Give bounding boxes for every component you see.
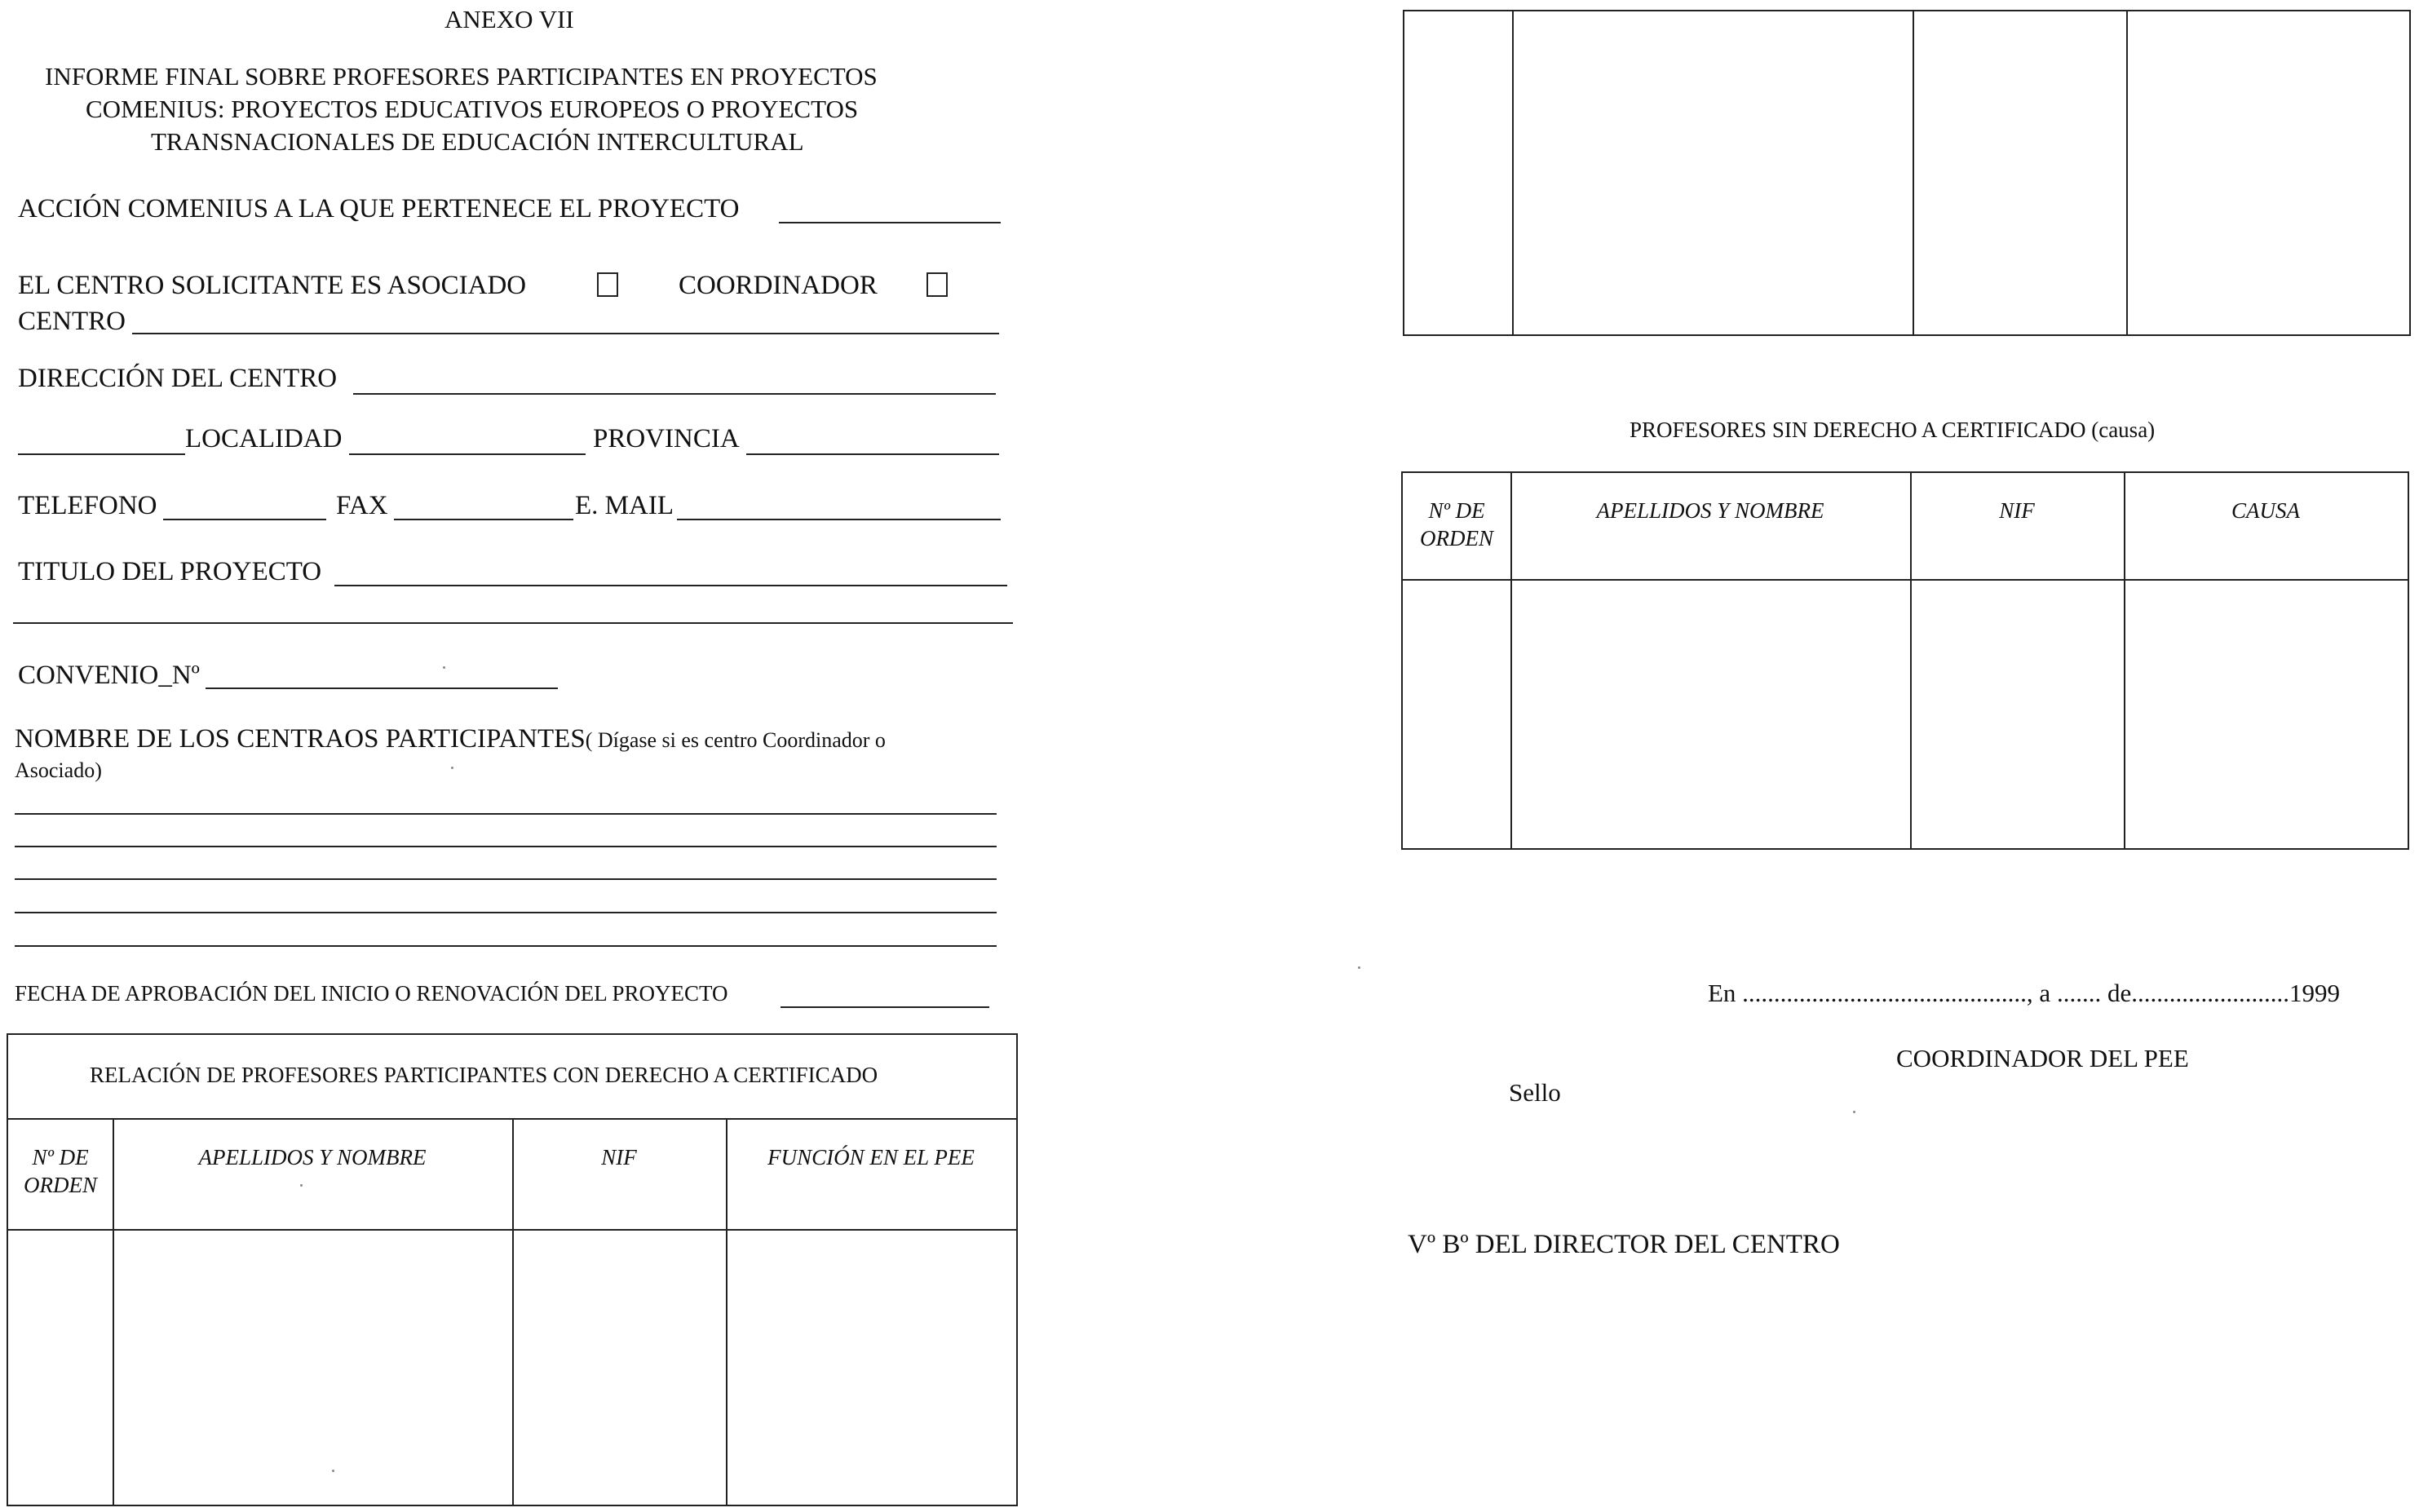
- localidad-prefix-line[interactable]: [18, 453, 185, 455]
- speck: [443, 666, 445, 669]
- stamp-label: Sello: [1509, 1078, 1561, 1107]
- col-header-funcion: FUNCIÓN EN EL PEE: [767, 1145, 975, 1169]
- fecha-label: FECHA DE APROBACIÓN DEL INICIO O RENOVACIÓN DEL PROYECTO: [15, 981, 728, 1006]
- nombre-centros-note: ( Dígase si es centro Coordinador o: [585, 728, 886, 752]
- titulo-input-line-2[interactable]: [13, 622, 1013, 624]
- col-header-causa: CAUSA: [2231, 498, 2300, 523]
- titulo-label: TITULO DEL PROYECTO: [18, 557, 322, 586]
- centros-input-line-5[interactable]: [15, 945, 997, 947]
- col-header-orden: [8, 1144, 113, 1200]
- coordinator-label: COORDINADOR DEL PEE: [1896, 1044, 2189, 1072]
- col-divider: [1913, 11, 1914, 334]
- col-header-orden-line2: ORDEN: [24, 1172, 97, 1197]
- localidad-input-line[interactable]: [349, 453, 586, 455]
- convenio-label: CONVENIO_Nº: [18, 661, 200, 690]
- speck: [1358, 966, 1360, 969]
- centros-input-line-2[interactable]: [15, 846, 997, 847]
- asociado-checkbox[interactable]: [597, 272, 618, 297]
- col-header-nif: NIF: [601, 1145, 637, 1169]
- title-line-1: INFORME FINAL SOBRE PROFESORES PARTICIPANTES EN PROYECTOS: [45, 62, 878, 91]
- centro-solicitante-label: EL CENTRO SOLICITANTE ES ASOCIADO: [18, 271, 527, 300]
- fax-label: FAX: [336, 491, 388, 520]
- telefono-label: TELEFONO: [18, 491, 157, 520]
- col-header-orden-line1: Nº DE: [1428, 498, 1485, 523]
- centros-input-line-3[interactable]: [15, 878, 997, 880]
- speck: [451, 767, 453, 769]
- col-header-nombre: APELLIDOS Y NOMBRE: [198, 1145, 427, 1169]
- localidad-label: LOCALIDAD: [185, 424, 343, 453]
- col-divider: [113, 1118, 114, 1505]
- provincia-label: PROVINCIA: [593, 424, 740, 453]
- titulo-input-line[interactable]: [334, 585, 1007, 586]
- table-without-certificate: [1401, 471, 2409, 850]
- table-with-certificate: [7, 1033, 1018, 1506]
- speck: [1853, 1111, 1855, 1113]
- centros-input-line-4[interactable]: [15, 912, 997, 913]
- provincia-input-line[interactable]: [746, 453, 999, 455]
- centro-input-line[interactable]: [132, 333, 999, 334]
- speck: [300, 1184, 303, 1187]
- fax-input-line[interactable]: [394, 519, 573, 520]
- table-with-certificate-title: RELACIÓN DE PROFESORES PARTICIPANTES CON DERECHO A CERTIFICADO: [90, 1063, 878, 1087]
- centros-input-line-1[interactable]: [15, 813, 997, 815]
- col-header-orden-line2: ORDEN: [1420, 525, 1493, 550]
- speck: [332, 1470, 334, 1472]
- col-divider: [2124, 473, 2125, 848]
- col-divider: [1510, 473, 1512, 848]
- fecha-input-line[interactable]: [781, 1006, 989, 1008]
- col-divider: [1910, 473, 1912, 848]
- col-divider: [512, 1118, 514, 1505]
- email-label: E. MAIL: [575, 491, 674, 520]
- nombre-centros-label: [15, 726, 886, 753]
- director-label: Vº Bº DEL DIRECTOR DEL CENTRO: [1408, 1230, 1840, 1259]
- table-continuation: [1403, 10, 2411, 336]
- col-divider: [2126, 11, 2128, 334]
- nombre-centros-note-2: Asociado): [15, 758, 102, 782]
- col-divider: [726, 1118, 727, 1505]
- direccion-input-line[interactable]: [353, 393, 996, 395]
- email-input-line[interactable]: [677, 519, 1001, 520]
- direccion-label: DIRECCIÓN DEL CENTRO: [18, 364, 338, 393]
- accion-label: ACCIÓN COMENIUS A LA QUE PERTENECE EL PROYECTO: [18, 194, 740, 223]
- title-line-2: COMENIUS: PROYECTOS EDUCATIVOS EUROPEOS O PROYECTOS: [86, 95, 859, 123]
- place-date-line: En ............................................., a ....... de.........................1999: [1708, 979, 2340, 1007]
- table-without-certificate-title: PROFESORES SIN DERECHO A CERTIFICADO (causa): [1630, 418, 2156, 442]
- coordinador-checkbox[interactable]: [926, 272, 948, 297]
- accion-input-line[interactable]: [779, 222, 1001, 223]
- title-line-3: TRANSNACIONALES DE EDUCACIÓN INTERCULTURAL: [151, 127, 804, 156]
- col-header-nombre: APELLIDOS Y NOMBRE: [1596, 498, 1824, 523]
- col-header-nif: NIF: [1999, 498, 2035, 523]
- coordinador-label: COORDINADOR: [679, 271, 878, 300]
- col-header-orden: [1403, 497, 1510, 553]
- col-divider: [1512, 11, 1514, 334]
- table-without-certificate-header-divider: [1403, 579, 2408, 581]
- centro-label: CENTRO: [18, 307, 126, 336]
- annex-label: ANEXO VII: [444, 5, 574, 33]
- convenio-input-line[interactable]: [206, 687, 558, 689]
- nombre-centros-text: NOMBRE DE LOS CENTRAOS PARTICIPANTES: [15, 724, 586, 754]
- telefono-input-line[interactable]: [163, 519, 326, 520]
- col-header-orden-line1: Nº DE: [32, 1145, 89, 1169]
